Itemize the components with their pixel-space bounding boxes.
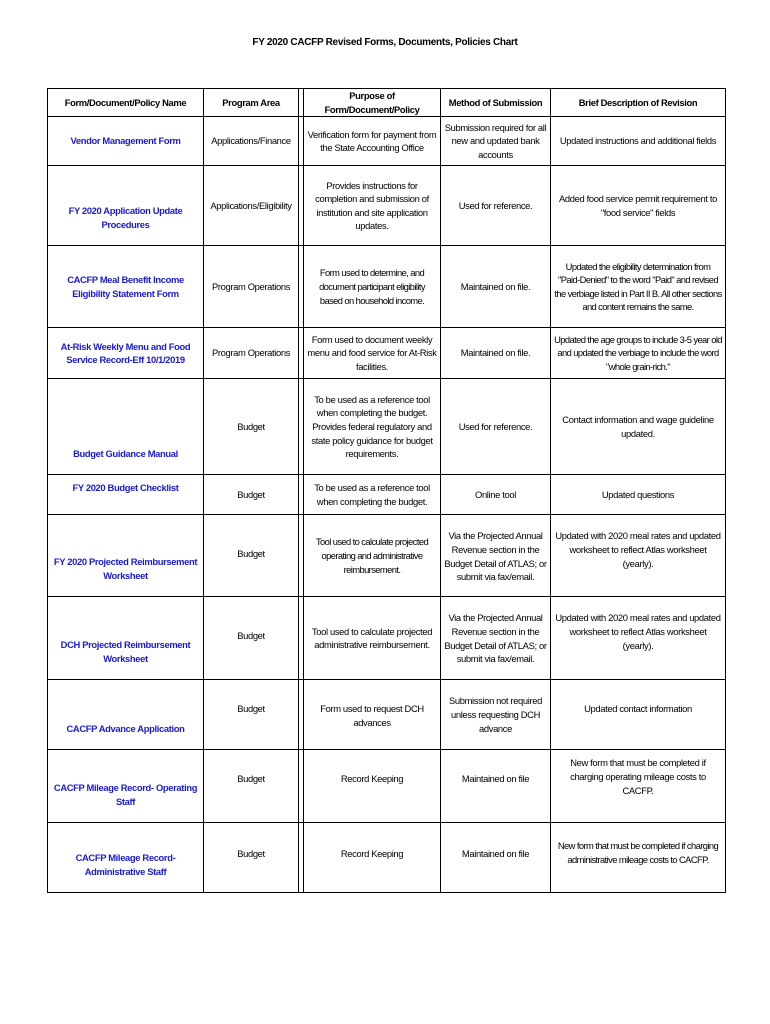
form-name: CACFP Meal Benefit Income Eligibility Statement Form [48, 246, 204, 328]
purpose: Form used to determine, and document participant eligibility based on household income. [304, 246, 441, 328]
page-title: FY 2020 CACFP Revised Forms, Documents, Policies Chart [252, 37, 518, 48]
form-name: FY 2020 Application Update Procedures [48, 166, 204, 246]
purpose: Form used to request DCH advances [304, 680, 441, 750]
program-area: Budget [204, 475, 299, 515]
header-purpose: Purpose of Form/Document/Policy [304, 89, 441, 117]
header-area: Program Area [204, 89, 299, 117]
revision: Updated contact information [551, 680, 726, 750]
program-area: Program Operations [204, 328, 299, 379]
header-row [48, 89, 726, 117]
purpose: Tool used to calculate projected operating and administrative reimbursement. [304, 515, 441, 597]
form-name: CACFP Advance Application [48, 680, 204, 750]
method: Maintained on file [441, 823, 551, 893]
table-row [48, 379, 726, 475]
method: Maintained on file. [441, 328, 551, 379]
purpose: To be used as a reference tool when completing the budget. [304, 475, 441, 515]
table-row [48, 750, 726, 823]
method: Maintained on file. [441, 246, 551, 328]
method: Maintained on file [441, 750, 551, 823]
revision: Updated questions [551, 475, 726, 515]
method: Via the Projected Annual Revenue section in the Budget Detail of ATLAS; or submit via fax/email. [441, 597, 551, 680]
form-name: CACFP Mileage Record- Administrative Staff [48, 823, 204, 893]
table-row [48, 166, 726, 246]
forms-table [47, 88, 726, 893]
purpose: Form used to document weekly menu and food service for At-Risk facilities. [304, 328, 441, 379]
table-row [48, 597, 726, 680]
revision: Updated with 2020 meal rates and updated worksheet to reflect Atlas worksheet (yearly). [551, 515, 726, 597]
program-area: Budget [204, 515, 299, 597]
method: Used for reference. [441, 166, 551, 246]
form-name: CACFP Mileage Record- Operating Staff [48, 750, 204, 823]
purpose: Record Keeping [304, 750, 441, 823]
form-name: Vendor Management Form [48, 117, 204, 166]
program-area: Applications/Eligibility [204, 166, 299, 246]
revision: Contact information and wage guideline updated. [551, 379, 726, 475]
revision: Added food service permit requirement to "food service" fields [551, 166, 726, 246]
method: Submission not required unless requesting DCH advance [441, 680, 551, 750]
revision: Updated with 2020 meal rates and updated worksheet to reflect Atlas worksheet (yearly). [551, 597, 726, 680]
program-area: Budget [204, 823, 299, 893]
method: Online tool [441, 475, 551, 515]
program-area: Budget [204, 379, 299, 475]
form-name: DCH Projected Reimbursement Worksheet [48, 597, 204, 680]
table-row [48, 246, 726, 328]
header-revision: Brief Description of Revision [551, 89, 726, 117]
revision: New form that must be completed if charging administrative mileage costs to CACFP. [551, 823, 726, 893]
method: Used for reference. [441, 379, 551, 475]
program-area: Applications/Finance [204, 117, 299, 166]
header-name: Form/Document/Policy Name [48, 89, 204, 117]
revision: New form that must be completed if charging operating mileage costs to CACFP. [551, 750, 726, 823]
table-row [48, 823, 726, 893]
program-area: Budget [204, 750, 299, 823]
form-name: FY 2020 Projected Reimbursement Worksheet [48, 515, 204, 597]
method: Submission required for all new and updated bank accounts [441, 117, 551, 166]
table-row [48, 328, 726, 379]
table-row [48, 680, 726, 750]
table-row [48, 117, 726, 166]
program-area: Program Operations [204, 246, 299, 328]
table-row [48, 475, 726, 515]
program-area: Budget [204, 597, 299, 680]
purpose: Tool used to calculate projected administrative reimbursement. [304, 597, 441, 680]
header-method: Method of Submission [441, 89, 551, 117]
purpose: Record Keeping [304, 823, 441, 893]
program-area: Budget [204, 680, 299, 750]
revision: Updated the age groups to include 3-5 year old and updated the verbiage to include the word "whole grain-rich." [551, 328, 726, 379]
purpose: Verification form for payment from the State Accounting Office [304, 117, 441, 166]
revision: Updated the eligibility determination from "Paid-Denied" to the word "Paid" and revised the verbiage listed in Part II B. All other sections and content remains the same. [551, 246, 726, 328]
form-name: FY 2020 Budget Checklist [48, 475, 204, 515]
purpose: Provides instructions for completion and submission of institution and site application updates. [304, 166, 441, 246]
revision: Updated instructions and additional fields [551, 117, 726, 166]
purpose: To be used as a reference tool when completing the budget. Provides federal regulatory and state policy guidance for budget requirements. [304, 379, 441, 475]
form-name: At-Risk Weekly Menu and Food Service Record-Eff 10/1/2019 [48, 328, 204, 379]
method: Via the Projected Annual Revenue section in the Budget Detail of ATLAS; or submit via fax/email. [441, 515, 551, 597]
table-row [48, 515, 726, 597]
form-name: Budget Guidance Manual [48, 379, 204, 475]
